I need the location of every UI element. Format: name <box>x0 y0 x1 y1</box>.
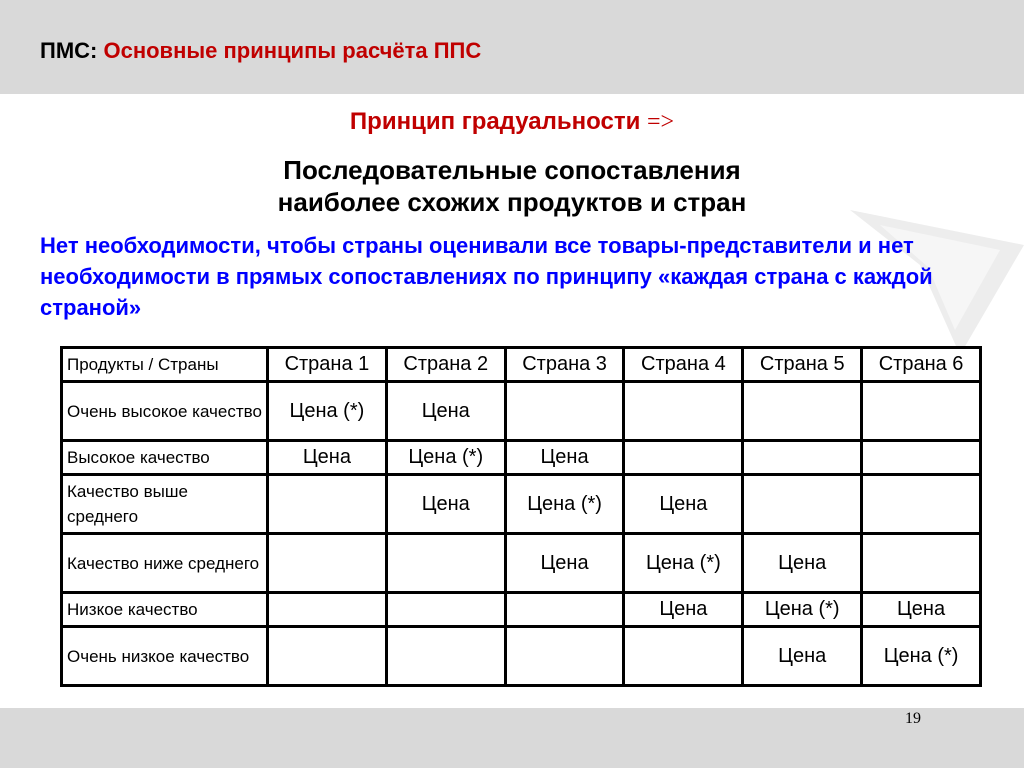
row-label: Очень низкое качество <box>63 628 266 684</box>
comparison-table <box>60 346 982 687</box>
footer-band <box>0 708 1024 768</box>
table-row <box>63 476 979 532</box>
table-cell: Цена <box>507 442 623 473</box>
table-cell: Цена (*) <box>269 383 385 439</box>
table-cell <box>507 383 623 439</box>
table-cell: Цена <box>388 476 504 532</box>
row-label: Качество ниже среднего <box>63 535 266 591</box>
row-label: Очень высокое качество <box>63 383 266 439</box>
table-cell <box>269 476 385 532</box>
table-row <box>63 442 979 473</box>
table-cell <box>863 476 979 532</box>
table-cell: Цена (*) <box>507 476 623 532</box>
table-corner-cell: Продукты / Страны <box>63 349 266 380</box>
row-label: Высокое качество <box>63 442 266 473</box>
row-label: Низкое качество <box>63 594 266 625</box>
subtitle-line-1: Последовательные сопоставления <box>283 155 741 185</box>
table-cell: Цена (*) <box>625 535 741 591</box>
subtitle-line-2: наиболее схожих продуктов и стран <box>277 187 747 217</box>
table-cell: Цена (*) <box>388 442 504 473</box>
column-header: Страна 2 <box>388 349 504 380</box>
table-cell: Цена (*) <box>744 594 860 625</box>
table-header-row <box>63 349 979 380</box>
table-cell: Цена <box>269 442 385 473</box>
table-row <box>63 383 979 439</box>
table-cell <box>388 535 504 591</box>
column-header: Страна 4 <box>625 349 741 380</box>
column-header: Страна 5 <box>744 349 860 380</box>
table-cell: Цена <box>625 594 741 625</box>
table-row <box>63 628 979 684</box>
table-cell <box>744 383 860 439</box>
column-header: Страна 6 <box>863 349 979 380</box>
title-main: Основные принципы расчёта ППС <box>103 38 482 63</box>
subtitle <box>0 154 1024 218</box>
slide-title <box>40 38 481 64</box>
title-prefix: ПМС: <box>40 38 104 63</box>
table-cell <box>744 476 860 532</box>
table-cell: Цена <box>744 535 860 591</box>
table-cell <box>863 535 979 591</box>
principle-label: Принцип градуальности <box>349 108 641 135</box>
table-cell <box>507 628 623 684</box>
table-cell <box>269 535 385 591</box>
table-cell <box>744 442 860 473</box>
principle-heading <box>0 108 1024 136</box>
principle-arrow: => <box>647 109 675 135</box>
table-cell <box>388 594 504 625</box>
column-header: Страна 1 <box>269 349 385 380</box>
table-cell: Цена <box>507 535 623 591</box>
table-cell <box>269 594 385 625</box>
table-cell <box>625 628 741 684</box>
table-cell: Цена <box>625 476 741 532</box>
table-row <box>63 594 979 625</box>
table-cell <box>507 594 623 625</box>
table-cell: Цена <box>863 594 979 625</box>
table-cell <box>269 628 385 684</box>
note-text: Нет необходимости, чтобы страны оценивали все товары-представители и нет необходимости в прямых сопоставлениях по принципу «каждая страна с каждой страной» <box>40 233 933 320</box>
table-cell <box>863 442 979 473</box>
row-label: Качество выше среднего <box>63 476 266 532</box>
table-cell <box>388 628 504 684</box>
table-cell: Цена <box>744 628 860 684</box>
table-row <box>63 535 979 591</box>
page-number: 19 <box>905 710 921 727</box>
table-cell <box>625 442 741 473</box>
table-cell <box>625 383 741 439</box>
table-cell <box>863 383 979 439</box>
table-cell: Цена <box>388 383 504 439</box>
table-cell: Цена (*) <box>863 628 979 684</box>
column-header: Страна 3 <box>507 349 623 380</box>
